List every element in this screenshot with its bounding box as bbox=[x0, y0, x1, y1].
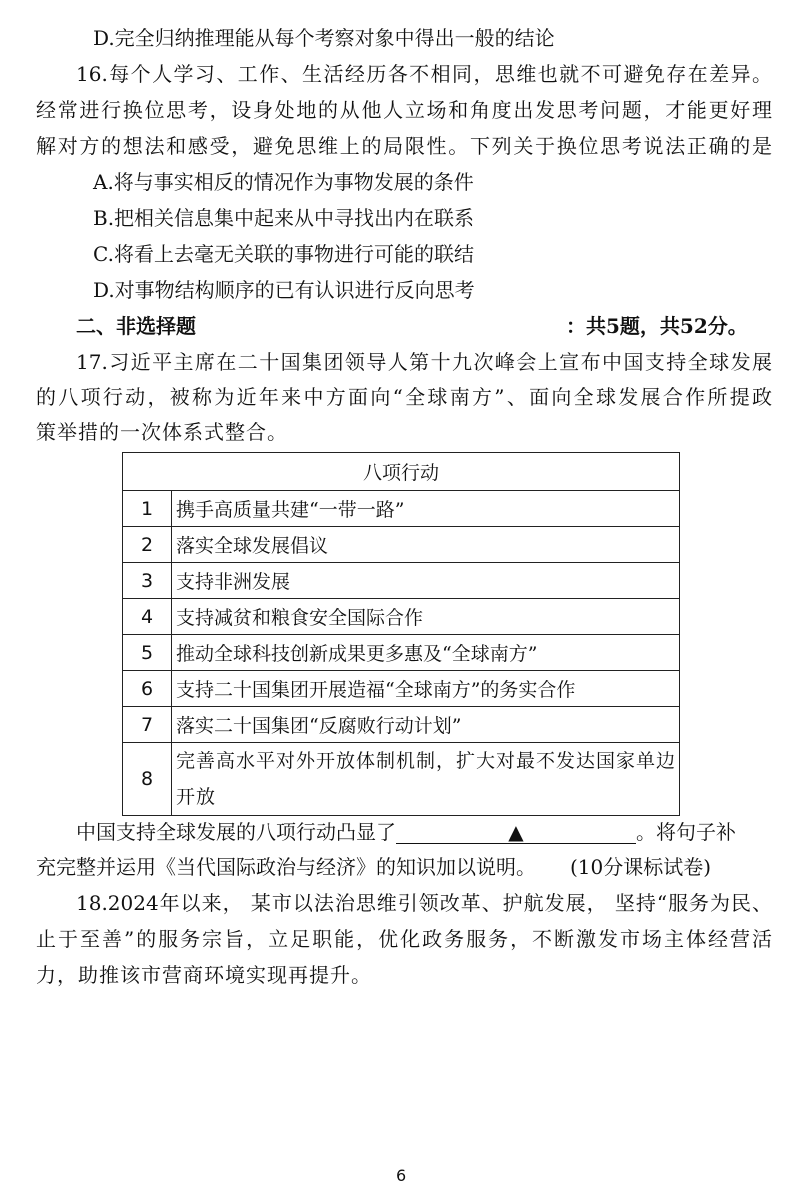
table-row bbox=[123, 527, 680, 563]
q17-prompt-line-1 bbox=[76, 818, 736, 846]
q17-prompt-line-2 bbox=[36, 853, 711, 881]
q15-option-d: D.完全归纳推理能从每个考察对象中得出一般的结论 bbox=[93, 26, 555, 50]
q18-stem-line-3: 力，助推该市营商环境实现再提升。 bbox=[36, 963, 372, 987]
q16-option-a: A.将与事实相反的情况作为事物发展的条件 bbox=[93, 170, 474, 194]
action-number: 5 bbox=[123, 635, 172, 671]
action-number: 2 bbox=[123, 527, 172, 563]
table-row bbox=[123, 635, 680, 671]
page-number: 6 bbox=[396, 1166, 407, 1185]
q16-option-d: D.对事物结构顺序的已有认识进行反向思考 bbox=[93, 278, 475, 302]
q16-stem-line-2: 经常进行换位思考，设身处地的从他人立场和角度出发思考问题，才能更好理 bbox=[36, 98, 772, 122]
action-number: 1 bbox=[123, 491, 172, 527]
table-row bbox=[123, 491, 680, 527]
action-text: 落实全球发展倡议 bbox=[172, 527, 680, 563]
q17-prompt-prefix: 中国支持全球发展的八项行动凸显了 bbox=[76, 820, 396, 844]
q17-prompt-suffix: 。将句子补 bbox=[636, 820, 736, 844]
q17-score-note: (10分课标试卷) bbox=[570, 855, 712, 879]
action-text: 支持减贫和粮食安全国际合作 bbox=[172, 599, 680, 635]
table-row bbox=[123, 599, 680, 635]
action-number: 6 bbox=[123, 671, 172, 707]
action-text: 完善高水平对外开放体制机制，扩大对最不发达国家单边开放 bbox=[172, 743, 680, 816]
q16-stem-line-3: 解对方的想法和感受，避免思维上的局限性。下列关于换位思考说法正确的是 bbox=[36, 134, 772, 158]
table-row bbox=[123, 671, 680, 707]
action-number: 8 bbox=[123, 743, 172, 816]
table-row bbox=[123, 563, 680, 599]
action-text: 支持二十国集团开展造福“全球南方”的务实合作 bbox=[172, 671, 680, 707]
answer-blank[interactable] bbox=[396, 821, 636, 844]
q16-option-b: B.把相关信息集中起来从中寻找出内在联系 bbox=[93, 206, 475, 230]
action-text: 推动全球科技创新成果更多惠及“全球南方” bbox=[172, 635, 680, 671]
action-number: 4 bbox=[123, 599, 172, 635]
action-number: 3 bbox=[123, 563, 172, 599]
eight-actions-table bbox=[122, 452, 680, 816]
section-title: 二、非选择题 bbox=[76, 314, 196, 338]
q18-stem-line-1: 18.2024年以来， 某市以法治思维引领改革、护航发展， 坚持“服务为民、 bbox=[76, 891, 772, 915]
q17-prompt-text: 充完整并运用《当代国际政治与经济》的知识加以说明。 bbox=[36, 855, 536, 879]
action-text: 支持非洲发展 bbox=[172, 563, 680, 599]
table-header: 八项行动 bbox=[123, 453, 680, 491]
action-text: 携手高质量共建“一带一路” bbox=[172, 491, 680, 527]
blank-triangle-mark: ▲ bbox=[508, 820, 524, 844]
q16-stem-line-1: 16.每个人学习、工作、生活经历各不相同，思维也就不可避免存在差异。 bbox=[76, 62, 772, 86]
section-summary: ：共5题，共52分。 bbox=[566, 314, 748, 338]
table-row bbox=[123, 743, 680, 816]
action-text: 落实二十国集团“反腐败行动计划” bbox=[172, 707, 680, 743]
q17-stem-line-1: 17.习近平主席在二十国集团领导人第十九次峰会上宣布中国支持全球发展 bbox=[76, 350, 772, 374]
q17-stem-line-2: 的八项行动，被称为近年来中方面向“全球南方”、面向全球发展合作所提政 bbox=[36, 385, 772, 409]
q17-stem-line-3: 策举措的一次体系式整合。 bbox=[36, 420, 288, 444]
q18-stem-line-2: 止于至善”的服务宗旨，立足职能，优化政务服务，不断激发市场主体经营活 bbox=[36, 927, 772, 951]
table-row bbox=[123, 707, 680, 743]
table-header-row bbox=[123, 453, 680, 491]
action-number: 7 bbox=[123, 707, 172, 743]
q16-option-c: C.将看上去毫无关联的事物进行可能的联结 bbox=[93, 242, 474, 266]
